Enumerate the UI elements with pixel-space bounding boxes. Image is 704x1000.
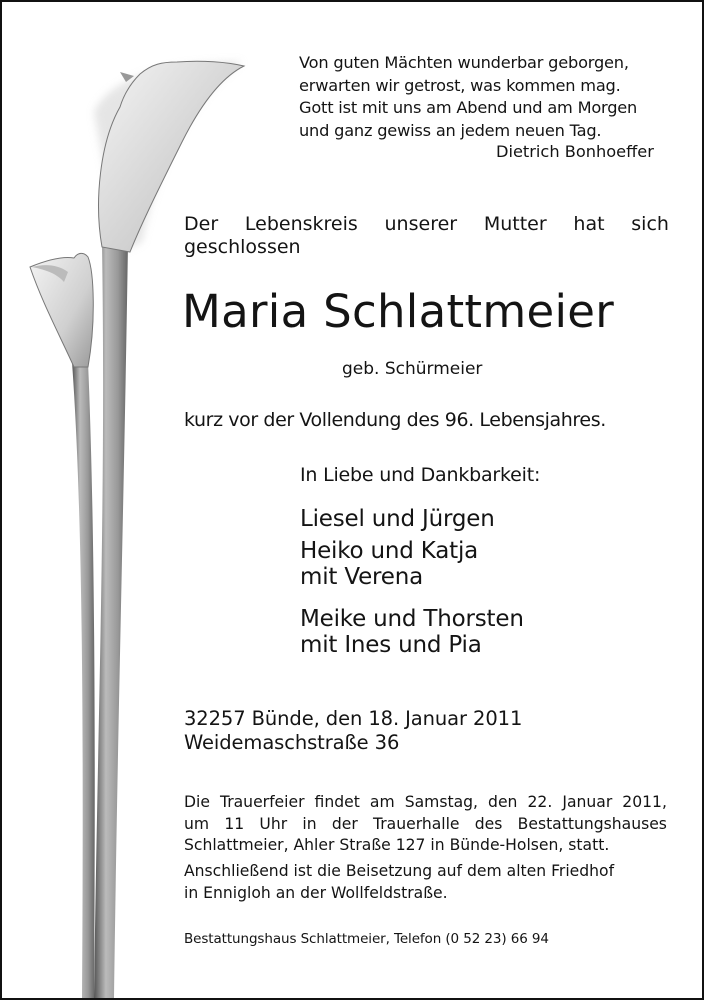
burial-text — [184, 861, 614, 904]
mourner-group — [300, 506, 495, 532]
mourner-group — [300, 606, 524, 658]
ceremony-word: findet — [314, 793, 360, 811]
mourner-line: Heiko und Katja — [300, 538, 479, 564]
intro-word: sich — [631, 213, 669, 235]
quote-line: Von guten Mächten wunderbar geborgen, — [299, 53, 629, 72]
ceremony-word: 2011, — [622, 793, 667, 811]
intro-line-2: geschlossen — [184, 236, 301, 258]
address-line: 32257 Bünde, den 18. Januar 2011 — [184, 707, 523, 730]
burial-line: Anschließend ist die Beisetzung auf dem alten Friedhof — [184, 862, 615, 880]
ceremony-word: der — [331, 814, 358, 833]
intro-word: Mutter — [483, 213, 547, 235]
ceremony-text — [184, 792, 667, 857]
bonhoeffer-quote — [299, 52, 637, 142]
ceremony-word: Die — [184, 793, 210, 811]
ceremony-word: 22. — [527, 793, 553, 811]
intro-text — [184, 213, 669, 259]
birth-name: geb. Schürmeier — [342, 359, 483, 379]
burial-line: in Ennigloh an der Wollfeldstraße. — [184, 883, 448, 902]
intro-word: Lebenskreis — [244, 213, 358, 235]
quote-line: und ganz gewiss an jedem neuen Tag. — [299, 120, 602, 140]
quote-author: Dietrich Bonhoeffer — [496, 142, 654, 161]
quote-line: Gott ist mit uns am Abend und am Morgen — [299, 98, 638, 118]
age-text: kurz vor der Vollendung des 96. Lebensjahres. — [184, 409, 606, 431]
ceremony-word: den — [488, 793, 518, 811]
funeral-home-contact: Bestattungshaus Schlattmeier, Telefon (0 52 23) 66 94 — [184, 931, 549, 947]
ceremony-word: des — [474, 814, 503, 833]
ceremony-word: Samstag, — [404, 793, 478, 811]
mourners-heading: In Liebe und Dankbarkeit: — [300, 464, 541, 486]
address-line: Weidemaschstraße 36 — [184, 731, 400, 754]
ceremony-word: Trauerhalle — [373, 814, 460, 833]
deceased-name: Maria Schlattmeier — [182, 285, 615, 338]
address-block — [184, 707, 522, 755]
ceremony-word: in — [302, 814, 317, 833]
quote-line: erwarten wir getrost, was kommen mag. — [299, 75, 621, 95]
ceremony-word: Trauerfeier — [219, 793, 305, 811]
intro-word: hat — [573, 213, 605, 235]
ceremony-word: Januar — [562, 793, 613, 811]
ceremony-word: um — [184, 814, 210, 833]
intro-word: Der — [184, 213, 219, 235]
mourner-line: Meike und Thorsten — [300, 606, 524, 632]
ceremony-word: 11 — [224, 814, 245, 833]
intro-word: unserer — [384, 213, 458, 235]
ceremony-word: Bestattungshauses — [517, 814, 667, 833]
ceremony-line-3: Schlattmeier, Ahler Straße 127 in Bünde-Holsen, statt. — [184, 836, 610, 854]
mourner-line: mit Verena — [300, 564, 423, 590]
mourner-group — [300, 538, 478, 590]
ceremony-word: Uhr — [259, 814, 288, 833]
mourner-line: Liesel und Jürgen — [300, 506, 495, 532]
ceremony-word: am — [369, 793, 395, 811]
mourner-line: mit Ines und Pia — [300, 632, 482, 658]
